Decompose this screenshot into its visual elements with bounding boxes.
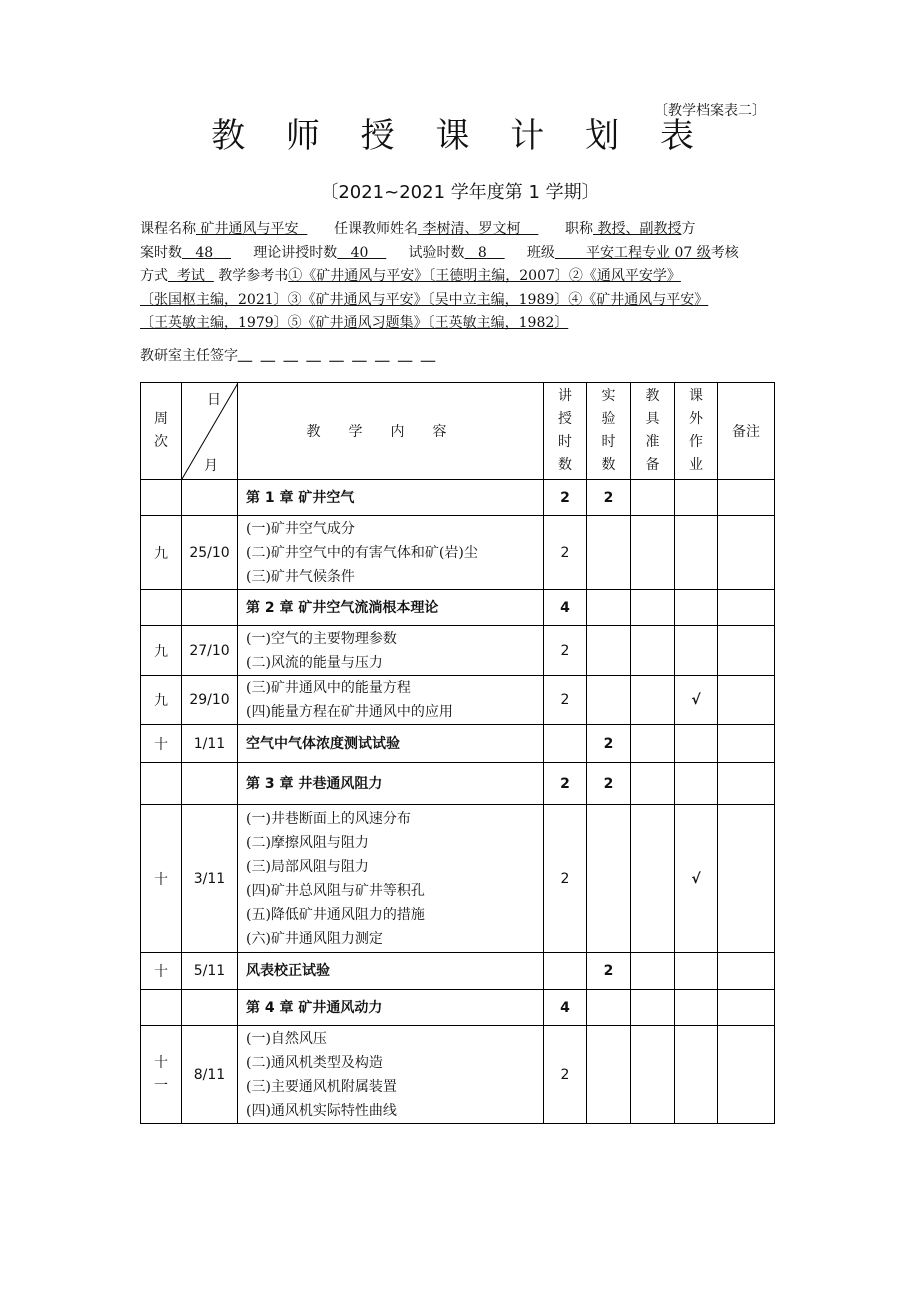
ref-line-3: 〔王英敏主编，1979〕⑤《矿井通风习题集》〔王英敏主编，1982〕 (140, 315, 569, 331)
content-cell: (一)空气的主要物理参数 (二)风流的能量与压力 (238, 626, 544, 676)
signature-row (140, 345, 437, 365)
date-cell: 1/11 (182, 725, 238, 763)
content-cell: (一)井巷断面上的风速分布 (二)摩擦风阻与阻力 (三)局部风阻与阻力 (四)矿井总风阻与矿井等积孔 (五)降低矿井通风阻力的措施 (六)矿井通风阻力测定 (238, 805, 544, 953)
course-info (140, 218, 780, 336)
exam-label-a: 考核 (710, 244, 739, 261)
plan-hours: 48 (195, 244, 214, 261)
content-cell: 空气中气体浓度测试试验 (238, 725, 544, 763)
table-row: 第 3 章 井巷通风阻力 2 2 (141, 763, 775, 805)
rank-value: 教授、副教授 (597, 221, 682, 237)
theory-hours: 40 (350, 244, 369, 261)
table-row: 十 3/11 (一)井巷断面上的风速分布 (二)摩擦风阻与阻力 (三)局部风阻与阻力 (四)矿井总风阻与矿井等积孔 (五)降低矿井通风阻力的措施 (六)矿井通风阻力测定 2 √ (141, 805, 775, 953)
week-cell: 九 (141, 626, 182, 676)
chapter-title: 第 2 章 矿井空气流淌根本理论 (238, 590, 544, 626)
table-row: 十 一 8/11 (一)自然风压 (二)通风机类型及构造 (三)主要通风机附属装置 (四)通风机实际特性曲线 2 (141, 1026, 775, 1124)
teacher-name: 李树清、罗文柯 (422, 221, 521, 237)
header-lecture-hours: 讲 授 时 数 (544, 383, 587, 480)
teacher-label: 任课教师姓名 (334, 221, 419, 237)
week-cell: 十 (141, 725, 182, 763)
table-row: 十 5/11 风表校正试验 2 (141, 953, 775, 990)
header-exp-hours: 实 验 时 数 (587, 383, 631, 480)
ref-line-1: ①《矿井通风与平安》〔王德明主编，2007〕②《通风平安学》 (288, 268, 681, 284)
exp-label: 试验时数 (408, 244, 465, 261)
theory-label: 理论讲授时数 (253, 244, 338, 261)
plan-hours-label-a: 方 (681, 221, 696, 237)
table-row: 九 27/10 (一)空气的主要物理参数 (二)风流的能量与压力 2 (141, 626, 775, 676)
week-cell: 十 (141, 805, 182, 953)
date-cell: 3/11 (182, 805, 238, 953)
content-cell: (一)自然风压 (二)通风机类型及构造 (三)主要通风机附属装置 (四)通风机实际特性曲线 (238, 1026, 544, 1124)
refs-label: 教学参考书 (218, 268, 289, 284)
course-name: 矿井通风与平安 (200, 221, 299, 237)
header-day: 日 (207, 392, 221, 408)
date-cell: 5/11 (182, 953, 238, 990)
header-week: 周 次 (141, 383, 182, 480)
week-cell: 十 一 (141, 1026, 182, 1124)
page-title: 教 师 授 课 计 划 表 (211, 116, 709, 156)
exp-hours: 8 (477, 244, 487, 261)
signature-label: 教研室主任签字 (140, 348, 238, 364)
content-cell: (一)矿井空气成分 (二)矿井空气中的有害气体和矿(岩)尘 (三)矿井气候条件 (238, 516, 544, 590)
table-row: 第 1 章 矿井空气 2 2 (141, 480, 775, 516)
chapter-title: 第 3 章 井巷通风阻力 (238, 763, 544, 805)
chapter-title: 第 1 章 矿井空气 (238, 480, 544, 516)
header-month: 月 (204, 458, 218, 474)
class-label: 班级 (526, 244, 555, 261)
date-cell: 27/10 (182, 626, 238, 676)
week-cell: 十 (141, 953, 182, 990)
archive-tag: 〔教学档案表二〕 (654, 103, 766, 119)
chapter-title: 第 4 章 矿井通风动力 (238, 990, 544, 1026)
header-remarks: 备注 (718, 383, 775, 480)
table-row: 第 4 章 矿井通风动力 4 (141, 990, 775, 1026)
lesson-plan-table (140, 382, 775, 1124)
rank-label: 职称 (565, 221, 594, 237)
exam-value: 考试 (176, 268, 205, 284)
content-cell: (三)矿井通风中的能量方程 (四)能量方程在矿井通风中的应用 (238, 676, 544, 725)
homework-check: √ (675, 805, 718, 953)
ref-line-2: 〔张国枢主编，2021〕③《矿井通风与平安》〔吴中立主编，1989〕④《矿井通风与平安》 (140, 291, 709, 308)
date-cell: 25/10 (182, 516, 238, 590)
table-row: 十 1/11 空气中气体浓度测试试验 2 (141, 725, 775, 763)
header-content: 教学内容 (238, 383, 544, 480)
course-label: 课程名称 (140, 221, 196, 237)
date-cell: 8/11 (182, 1026, 238, 1124)
week-cell: 九 (141, 516, 182, 590)
homework-check: √ (675, 676, 718, 725)
exam-label-b: 方式 (140, 268, 168, 284)
week-cell: 九 (141, 676, 182, 725)
table-row: 九 29/10 (三)矿井通风中的能量方程 (四)能量方程在矿井通风中的应用 2 √ (141, 676, 775, 725)
header-teaching-aids: 教 具 准 备 (631, 383, 675, 480)
table-row: 九 25/10 (一)矿井空气成分 (二)矿井空气中的有害气体和矿(岩)尘 (三)矿井气候条件 2 (141, 516, 775, 590)
date-cell: 29/10 (182, 676, 238, 725)
table-row: 第 2 章 矿井空气流淌根本理论 4 (141, 590, 775, 626)
content-cell: 风表校正试验 (238, 953, 544, 990)
header-homework: 课 外 作 业 (675, 383, 718, 480)
table-header-row (141, 383, 775, 480)
signature-line[interactable]: ＿ ＿ ＿ ＿ ＿ ＿ ＿ ＿ ＿ (238, 348, 437, 364)
header-date (182, 383, 238, 480)
term-subtitle: 〔2021~2021 学年度第 1 学期〕 (320, 182, 600, 203)
plan-hours-label-b: 案时数 (140, 244, 182, 261)
class-value: 平安工程专业 07 级 (586, 244, 711, 261)
